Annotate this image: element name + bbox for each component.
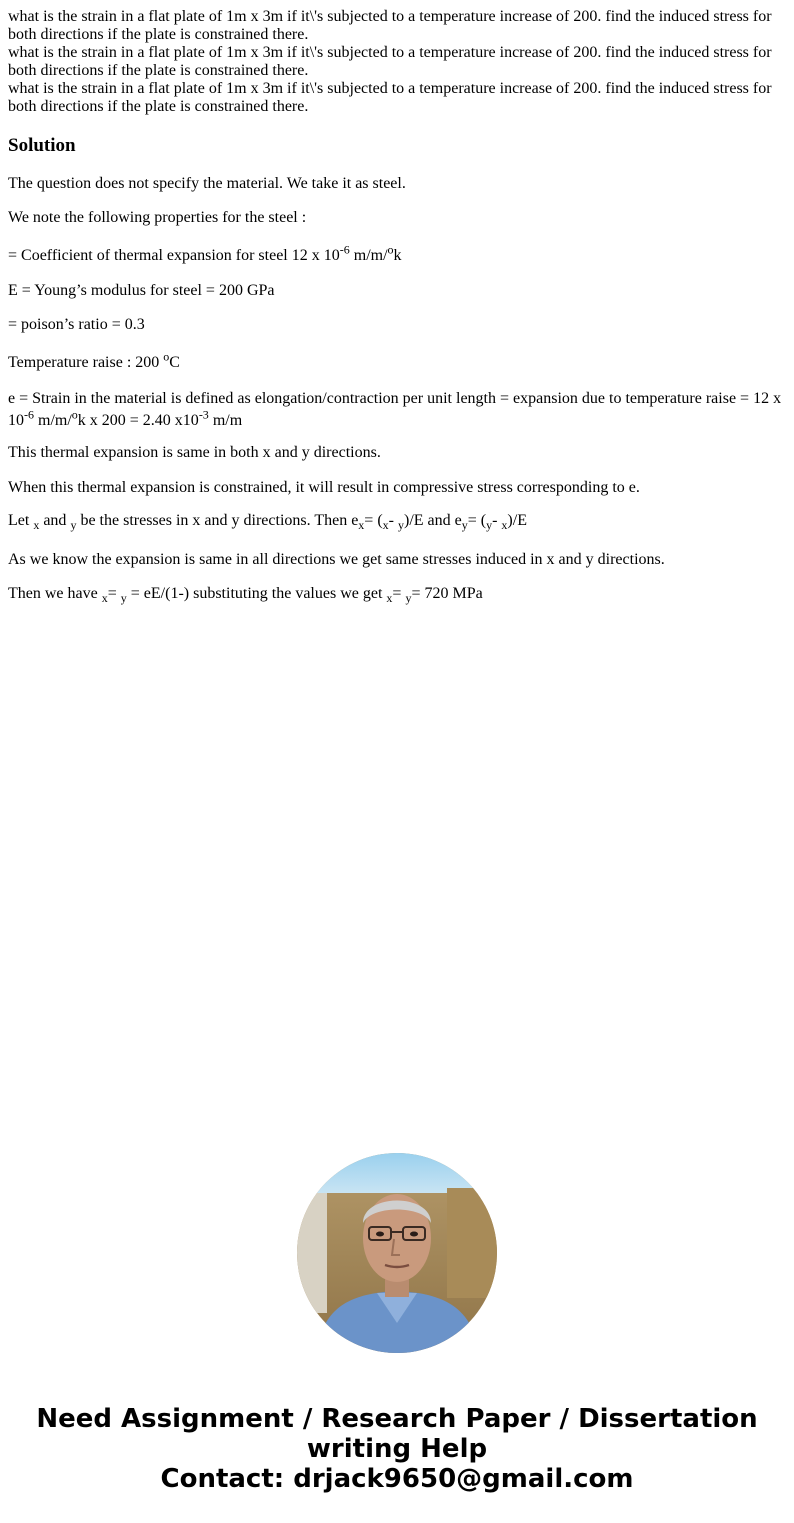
strain-definition-line: e = Strain in the material is defined as elongation/contraction per unit length = expansion due to temperature raise = 12 x $10^{-6}$ m/m/$^o$k x 200 = 2.40 $x10^{-3}$ m/m [8, 390, 782, 429]
banner-line: Need Assignment / Research Paper / Dissertation [36, 1404, 758, 1434]
question-line: what is the strain in a flat plate of 1m x 3m if it\'s subjected to a temperature increase of 200. find the induced stress for both directions if the plate is constrained there. [8, 8, 772, 43]
stress-equation-line: Let $_x$ and $_y$ be the stresses in x and y directions. Then $e_x= (_x-$ $_y$)/E and $e_y= (_y-$ $_x$)/E [8, 512, 527, 533]
poisson-ratio-line: = poison’s ratio = 0.3 [8, 316, 145, 333]
solution-paragraph: The question does not specify the material. We take it as steel. [8, 175, 406, 192]
thermal-coefficient-line: = Coefficient of thermal expansion for steel 12 x $10^{-6}$ m/m/$^o$k [8, 242, 402, 264]
youngs-modulus-line: E = Young’s modulus for steel = 200 GPa [8, 282, 275, 299]
solution-paragraph: This thermal expansion is same in both x and y directions. [8, 444, 381, 461]
author-avatar [297, 1153, 497, 1353]
solution-paragraph: We note the following properties for the steel : [8, 209, 307, 226]
solution-paragraph: When this thermal expansion is constrained, it will result in compressive stress corresponding to e. [8, 479, 640, 496]
stress-result-line: Then we have $_x$= $_y$ = eE/(1-) substituting the values we get $_x$= $_y$= 720 MPa [8, 585, 483, 606]
temperature-raise-line: Temperature raise : 200 $^o$C [8, 349, 180, 371]
contact-banner [0, 1404, 794, 1494]
question-text [8, 8, 786, 116]
question-line: what is the strain in a flat plate of 1m x 3m if it\'s subjected to a temperature increase of 200. find the induced stress for both directions if the plate is constrained there. [8, 80, 772, 115]
question-line: what is the strain in a flat plate of 1m x 3m if it\'s subjected to a temperature increase of 200. find the induced stress for both directions if the plate is constrained there. [8, 44, 772, 79]
solution-heading: Solution [8, 135, 76, 156]
avatar-portrait-icon [297, 1153, 497, 1353]
solution-paragraph: As we know the expansion is same in all directions we get same stresses induced in x and y directions. [8, 551, 665, 568]
contact-email: Contact: drjack9650@gmail.com [160, 1464, 634, 1494]
banner-line: writing Help [306, 1434, 488, 1464]
